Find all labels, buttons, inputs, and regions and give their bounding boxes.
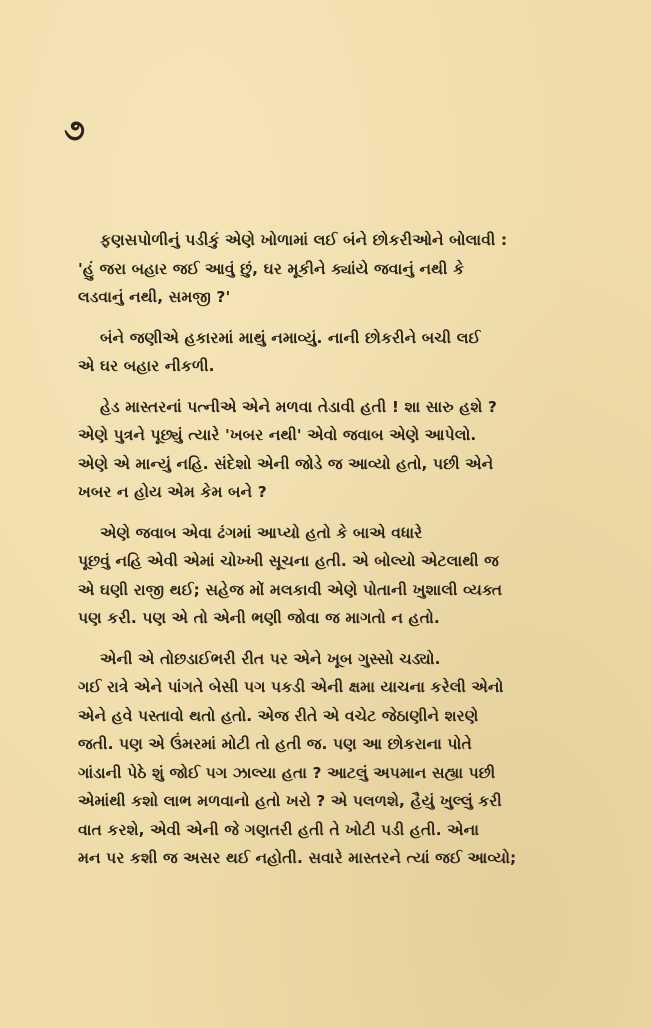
page-number: ૭ <box>64 113 85 148</box>
text-line: પૂછવું નહિ એવી એમાં ચોખ્ખી સૂચના હતી. એ બોલ્યો એટલાથી જ <box>78 552 499 570</box>
paragraph <box>78 645 578 873</box>
text-line: એને હવે પસ્તાવો થતો હતો. એજ રીતે એ વચેટ જેઠાણીને શરણે <box>78 706 479 725</box>
text-line: બંને જણીએ હકારમાં માથું નમાવ્યું. નાની છોકરીને બચી લઈ <box>100 328 481 347</box>
text-line: એણે પુત્રને પૂછ્યું ત્યારે 'ખબર નથી' એવો જવાબ એણે આપેલો. <box>78 426 477 444</box>
paragraph <box>78 324 578 381</box>
text-line: હેડ માસ્તરનાં પત્નીએ એને મળવા તેડાવી હતી ! શા સારુ હશે ? <box>100 397 497 416</box>
paragraph <box>78 226 578 312</box>
text-line: ગાંડાની પેઠે શું જોઈ પગ ઝાલ્યા હતા ? આટલું અપમાન સહ્યા પછી <box>78 763 496 782</box>
text-line: એની એ તોછડાઈભરી રીત પર એને ખૂબ ગુસ્સો ચડ્યો. <box>100 649 441 668</box>
paragraph <box>78 519 578 633</box>
text-line: મન પર કશી જ અસર થઈ નહોતી. સવારે માસ્તરને ત્યાં જઈ આવ્યો; <box>78 849 517 867</box>
text-line: એણે જવાબ એવા ઢંગમાં આપ્યો હતો કે બાએ વધારે <box>100 523 423 542</box>
text-line: લડવાનું નથી, સમજી ?' <box>78 288 231 306</box>
paragraph <box>78 393 578 507</box>
text-line: ખબર ન હોય એમ કેમ બને ? <box>78 483 267 501</box>
text-line: ગઈ રાત્રે એને પાંગતે બેસી પગ પકડી એની ક્ષમા યાચના કરેલી એનો <box>78 678 504 696</box>
text-line: ફણસપોળીનું પડીકું એણે ખોળામાં લઈ બંને છોકરીઓને બોલાવી : <box>100 231 508 249</box>
text-line: જતી. પણ એ ઉંમરમાં મોટી તો હતી જ. પણ આ છોકરાના પોતે <box>78 735 472 753</box>
text-line: પણ કરી. પણ એ તો એની ભણી જોવા જ માગતો ન હતો. <box>78 609 440 627</box>
text-line: એણે એ માન્યું નહિ. સંદેશો એની જોડે જ આવ્યો હતો, પછી એને <box>78 454 494 473</box>
text-line: એ ઘણી રાજી થઈ; સહેજ મોં મલકાવી એણે પોતાની ખુશાલી વ્યક્ત <box>78 580 503 599</box>
body-text <box>78 226 578 885</box>
text-line: 'હું જરા બહાર જઈ આવું છું, ઘર મૂકીને ક્યાંયે જવાનું નથી કે <box>78 259 465 278</box>
text-line: એ ઘર બહાર નીકળી. <box>78 357 215 375</box>
text-line: વાત કરશે, એવી એની જે ગણતરી હતી તે ખોટી પડી હતી. એના <box>78 820 480 839</box>
text-line: એમાંથી કશો લાભ મળવાનો હતો ખરો ? એ પલળશે, હૈયું ખુલ્લું કરી <box>78 792 502 810</box>
